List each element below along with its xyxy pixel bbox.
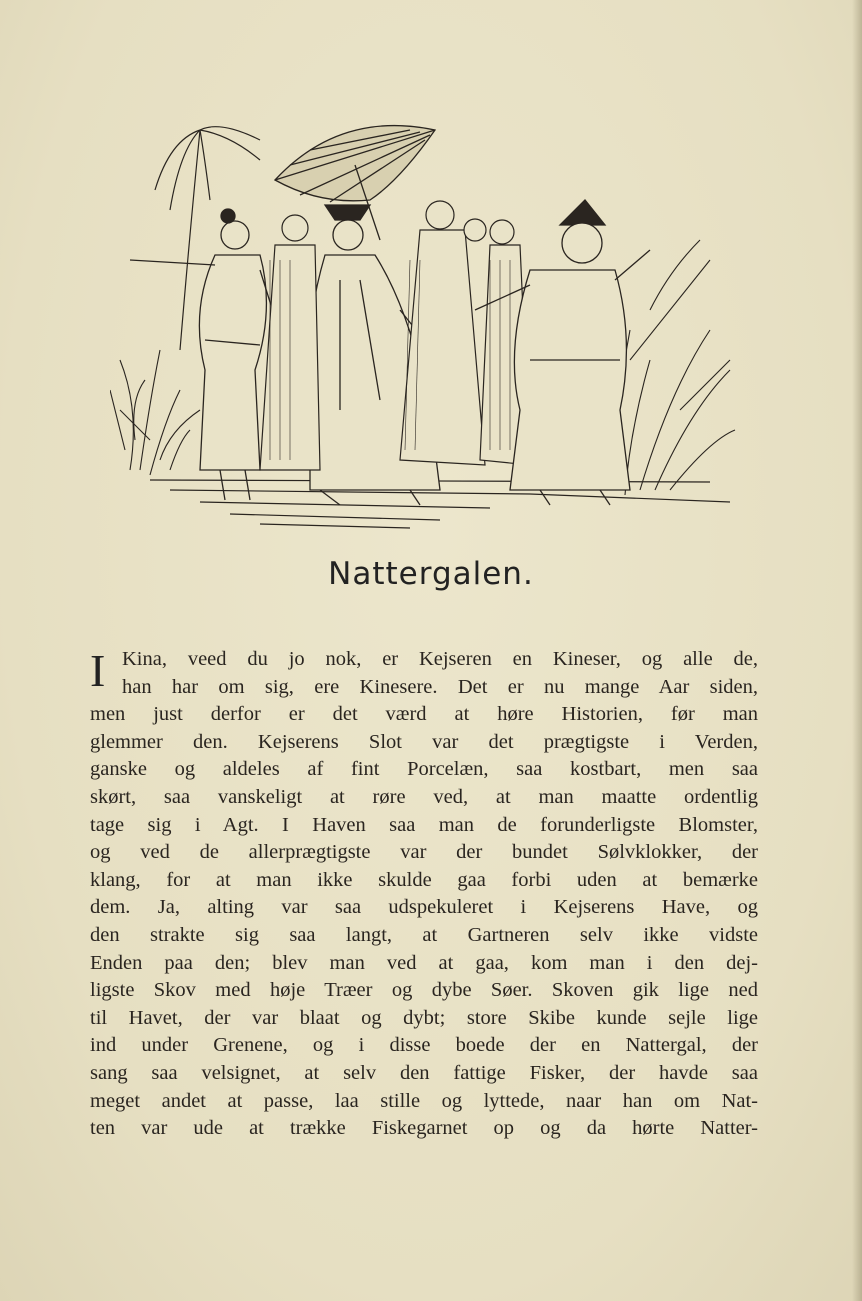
text-line: ganske og aldeles af fint Porcelæn, saa kostbart, men saa (90, 758, 758, 781)
drop-cap: I (90, 645, 106, 696)
text-line: ten var ude at trække Fiskegarnet op og da hørte Natter- (90, 1117, 758, 1140)
text-line: den strakte sig saa langt, at Gartneren selv ikke vidste (90, 923, 758, 946)
text-line: meget andet at passe, laa stille og lyttede, naar han om Nat- (90, 1089, 758, 1112)
text-line: ligste Skov med høje Træer og dybe Søer. Skoven gik lige ned (90, 979, 758, 1002)
text-line: og ved de allerprægtigste var der bundet Sølvklokker, der (90, 841, 758, 864)
text-line: sang saa velsignet, at selv den fattige Fisker, der havde saa (90, 1061, 758, 1084)
text-line: skørt, saa vanskeligt at røre ved, at man maatte ordentlig (90, 785, 758, 808)
text-line: ind under Grenene, og i disse boede der en Nattergal, der (90, 1034, 758, 1057)
text-line: glemmer den. Kejserens Slot var det prægtigste i Verden, (90, 730, 758, 753)
text-line: tage sig i Agt. I Haven saa man de forunderligste Blomster, (90, 813, 758, 836)
chinese-procession-engraving-icon (110, 110, 740, 530)
body-text (90, 646, 758, 1143)
text-line: til Havet, der var blaat og dybt; store Skibe kunde sejle lige (90, 1006, 758, 1029)
text-line: men just derfor er det værd at høre Historien, før man (90, 703, 758, 726)
page-edge (852, 0, 862, 1301)
text-line: Enden paa den; blev man ved at gaa, kom man i den dej- (90, 951, 758, 974)
text-line: Kina, veed du jo nok, er Kejseren en Kineser, og alle de, (122, 648, 758, 670)
text-line: klang, for at man ikke skulde gaa forbi uden at bemærke (90, 868, 758, 891)
chapter-title: Nattergalen. (328, 556, 534, 592)
text-line: dem. Ja, alting var saa udspekuleret i Kejserens Have, og (90, 896, 758, 919)
text-line: han har om sig, ere Kinesere. Det er nu mange Aar siden, (122, 675, 758, 698)
